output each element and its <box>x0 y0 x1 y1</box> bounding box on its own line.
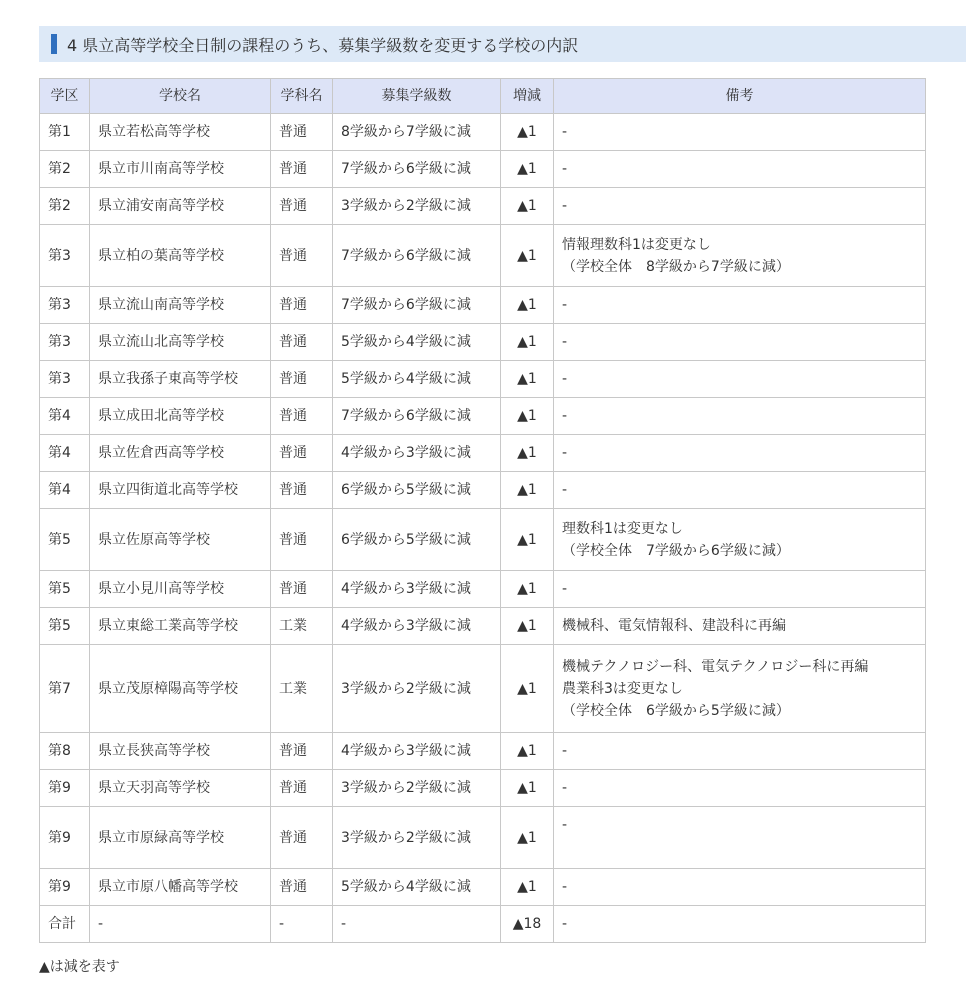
note-line: 理数科1は変更なし <box>562 520 683 537</box>
classes-cell: 3学級から2学級に減 <box>333 188 501 225</box>
district-cell: 第3 <box>40 324 90 361</box>
school-cell: 県立小見川高等学校 <box>90 571 271 608</box>
note-line: （学校全体 7学級から6学級に減） <box>562 542 790 559</box>
section-heading <box>39 26 966 62</box>
district-cell: 第9 <box>40 770 90 807</box>
district-cell: 第4 <box>40 398 90 435</box>
note-line: - <box>562 743 568 759</box>
change-cell: ▲1 <box>501 225 554 287</box>
header-school: 学校名 <box>90 79 271 114</box>
school-cell: 県立柏の葉高等学校 <box>90 225 271 287</box>
table-row <box>40 509 926 571</box>
classes-cell: - <box>333 906 501 943</box>
department-cell: 普通 <box>271 770 333 807</box>
school-cell: 県立長狭高等学校 <box>90 733 271 770</box>
note-line: - <box>562 482 568 498</box>
note-line: - <box>562 198 568 214</box>
notes-cell <box>554 398 926 435</box>
department-cell: 普通 <box>271 571 333 608</box>
table-row <box>40 770 926 807</box>
district-cell: 第5 <box>40 509 90 571</box>
header-department: 学科名 <box>271 79 333 114</box>
department-cell: 普通 <box>271 869 333 906</box>
classes-cell: 6学級から5学級に減 <box>333 509 501 571</box>
classes-cell: 4学級から3学級に減 <box>333 435 501 472</box>
department-cell: 普通 <box>271 361 333 398</box>
notes-cell <box>554 188 926 225</box>
department-cell: 普通 <box>271 472 333 509</box>
header-notes: 備考 <box>554 79 926 114</box>
change-cell: ▲1 <box>501 361 554 398</box>
table-row <box>40 151 926 188</box>
district-cell: 第4 <box>40 435 90 472</box>
change-cell: ▲1 <box>501 398 554 435</box>
change-cell: ▲1 <box>501 324 554 361</box>
note-line: - <box>562 581 568 597</box>
heading-accent-bar <box>51 34 57 54</box>
table-header-row <box>40 79 926 114</box>
department-cell: 普通 <box>271 225 333 287</box>
district-cell: 第9 <box>40 869 90 906</box>
notes-cell <box>554 324 926 361</box>
change-cell: ▲1 <box>501 151 554 188</box>
note-line: （学校全体 6学級から5学級に減） <box>562 702 790 719</box>
notes-cell <box>554 869 926 906</box>
change-cell: ▲1 <box>501 807 554 869</box>
class-change-table <box>39 78 926 943</box>
department-cell: 普通 <box>271 807 333 869</box>
note-line: 農業科3は変更なし <box>562 680 683 697</box>
school-cell: 県立四街道北高等学校 <box>90 472 271 509</box>
classes-cell: 3学級から2学級に減 <box>333 807 501 869</box>
note-line: - <box>562 408 568 424</box>
department-cell: 普通 <box>271 509 333 571</box>
table-row <box>40 472 926 509</box>
note-line: 機械テクノロジー科、電気テクノロジー科に再編 <box>562 658 869 675</box>
note-line: - <box>562 916 568 932</box>
change-cell: ▲1 <box>501 114 554 151</box>
department-cell: 工業 <box>271 645 333 733</box>
note-line: （学校全体 8学級から7学級に減） <box>562 258 790 275</box>
district-cell: 第7 <box>40 645 90 733</box>
classes-cell: 5学級から4学級に減 <box>333 869 501 906</box>
change-cell: ▲1 <box>501 608 554 645</box>
table-row <box>40 733 926 770</box>
note-line: - <box>562 879 568 895</box>
district-cell: 第5 <box>40 571 90 608</box>
classes-cell: 7学級から6学級に減 <box>333 151 501 188</box>
school-cell: 県立流山北高等学校 <box>90 324 271 361</box>
change-cell: ▲1 <box>501 770 554 807</box>
change-cell: ▲1 <box>501 509 554 571</box>
school-cell: 県立我孫子東高等学校 <box>90 361 271 398</box>
district-cell: 第2 <box>40 188 90 225</box>
notes-cell <box>554 151 926 188</box>
table-row <box>40 906 926 943</box>
table-row <box>40 188 926 225</box>
note-line: - <box>562 161 568 177</box>
note-line: 機械科、電気情報科、建設科に再編 <box>562 618 786 634</box>
school-cell: 県立茂原樟陽高等学校 <box>90 645 271 733</box>
classes-cell: 6学級から5学級に減 <box>333 472 501 509</box>
department-cell: 普通 <box>271 114 333 151</box>
school-cell: 県立市原八幡高等学校 <box>90 869 271 906</box>
district-cell: 第1 <box>40 114 90 151</box>
change-cell: ▲18 <box>501 906 554 943</box>
header-classes: 募集学級数 <box>333 79 501 114</box>
header-change: 増減 <box>501 79 554 114</box>
table-row <box>40 571 926 608</box>
classes-cell: 7学級から6学級に減 <box>333 225 501 287</box>
classes-cell: 7学級から6学級に減 <box>333 398 501 435</box>
footnote: ▲は減を表す <box>39 959 120 975</box>
change-cell: ▲1 <box>501 287 554 324</box>
table-row <box>40 608 926 645</box>
table-row <box>40 435 926 472</box>
school-cell: 県立成田北高等学校 <box>90 398 271 435</box>
table-row <box>40 114 926 151</box>
table-row <box>40 645 926 733</box>
department-cell: 普通 <box>271 398 333 435</box>
note-line: - <box>562 334 568 350</box>
notes-cell <box>554 287 926 324</box>
header-district: 学区 <box>40 79 90 114</box>
school-cell: 県立市川南高等学校 <box>90 151 271 188</box>
change-cell: ▲1 <box>501 645 554 733</box>
note-line: - <box>562 297 568 313</box>
note-line: 情報理数科1は変更なし <box>562 236 711 253</box>
school-cell: 県立佐倉西高等学校 <box>90 435 271 472</box>
change-cell: ▲1 <box>501 733 554 770</box>
classes-cell: 5学級から4学級に減 <box>333 361 501 398</box>
district-cell: 第4 <box>40 472 90 509</box>
school-cell: 県立東総工業高等学校 <box>90 608 271 645</box>
note-line: - <box>562 817 568 833</box>
table-row <box>40 869 926 906</box>
department-cell: 普通 <box>271 188 333 225</box>
district-cell: 第3 <box>40 287 90 324</box>
change-cell: ▲1 <box>501 188 554 225</box>
notes-cell <box>554 361 926 398</box>
department-cell: 工業 <box>271 608 333 645</box>
classes-cell: 8学級から7学級に減 <box>333 114 501 151</box>
district-cell: 第3 <box>40 225 90 287</box>
department-cell: 普通 <box>271 287 333 324</box>
school-cell: 県立流山南高等学校 <box>90 287 271 324</box>
classes-cell: 4学級から3学級に減 <box>333 733 501 770</box>
classes-cell: 5学級から4学級に減 <box>333 324 501 361</box>
school-cell: 県立佐原高等学校 <box>90 509 271 571</box>
notes-cell <box>554 509 926 571</box>
table-row <box>40 225 926 287</box>
note-line: - <box>562 371 568 387</box>
change-cell: ▲1 <box>501 571 554 608</box>
notes-cell <box>554 733 926 770</box>
notes-cell <box>554 571 926 608</box>
department-cell: 普通 <box>271 435 333 472</box>
classes-cell: 3学級から2学級に減 <box>333 770 501 807</box>
district-cell: 第2 <box>40 151 90 188</box>
note-line: - <box>562 124 568 140</box>
district-cell: 合計 <box>40 906 90 943</box>
department-cell: 普通 <box>271 733 333 770</box>
district-cell: 第3 <box>40 361 90 398</box>
classes-cell: 4学級から3学級に減 <box>333 608 501 645</box>
school-cell: 県立浦安南高等学校 <box>90 188 271 225</box>
classes-cell: 3学級から2学級に減 <box>333 645 501 733</box>
note-line: - <box>562 780 568 796</box>
section-title: 4 県立高等学校全日制の課程のうち、募集学級数を変更する学校の内訳 <box>67 35 579 55</box>
department-cell: 普通 <box>271 151 333 188</box>
notes-cell <box>554 807 926 869</box>
note-line: - <box>562 445 568 461</box>
change-cell: ▲1 <box>501 869 554 906</box>
district-cell: 第8 <box>40 733 90 770</box>
notes-cell <box>554 435 926 472</box>
district-cell: 第9 <box>40 807 90 869</box>
notes-cell <box>554 906 926 943</box>
notes-cell <box>554 225 926 287</box>
classes-cell: 7学級から6学級に減 <box>333 287 501 324</box>
notes-cell <box>554 608 926 645</box>
district-cell: 第5 <box>40 608 90 645</box>
change-cell: ▲1 <box>501 435 554 472</box>
table-row <box>40 398 926 435</box>
school-cell: 県立天羽高等学校 <box>90 770 271 807</box>
notes-cell <box>554 114 926 151</box>
school-cell: 県立若松高等学校 <box>90 114 271 151</box>
notes-cell <box>554 645 926 733</box>
table-row <box>40 287 926 324</box>
department-cell: 普通 <box>271 324 333 361</box>
department-cell: - <box>271 906 333 943</box>
table-row <box>40 361 926 398</box>
change-cell: ▲1 <box>501 472 554 509</box>
school-cell: 県立市原緑高等学校 <box>90 807 271 869</box>
school-cell: - <box>90 906 271 943</box>
note-line <box>562 836 917 858</box>
table-body <box>40 114 926 943</box>
notes-cell <box>554 770 926 807</box>
classes-cell: 4学級から3学級に減 <box>333 571 501 608</box>
notes-cell <box>554 472 926 509</box>
table-row <box>40 324 926 361</box>
table-row <box>40 807 926 869</box>
